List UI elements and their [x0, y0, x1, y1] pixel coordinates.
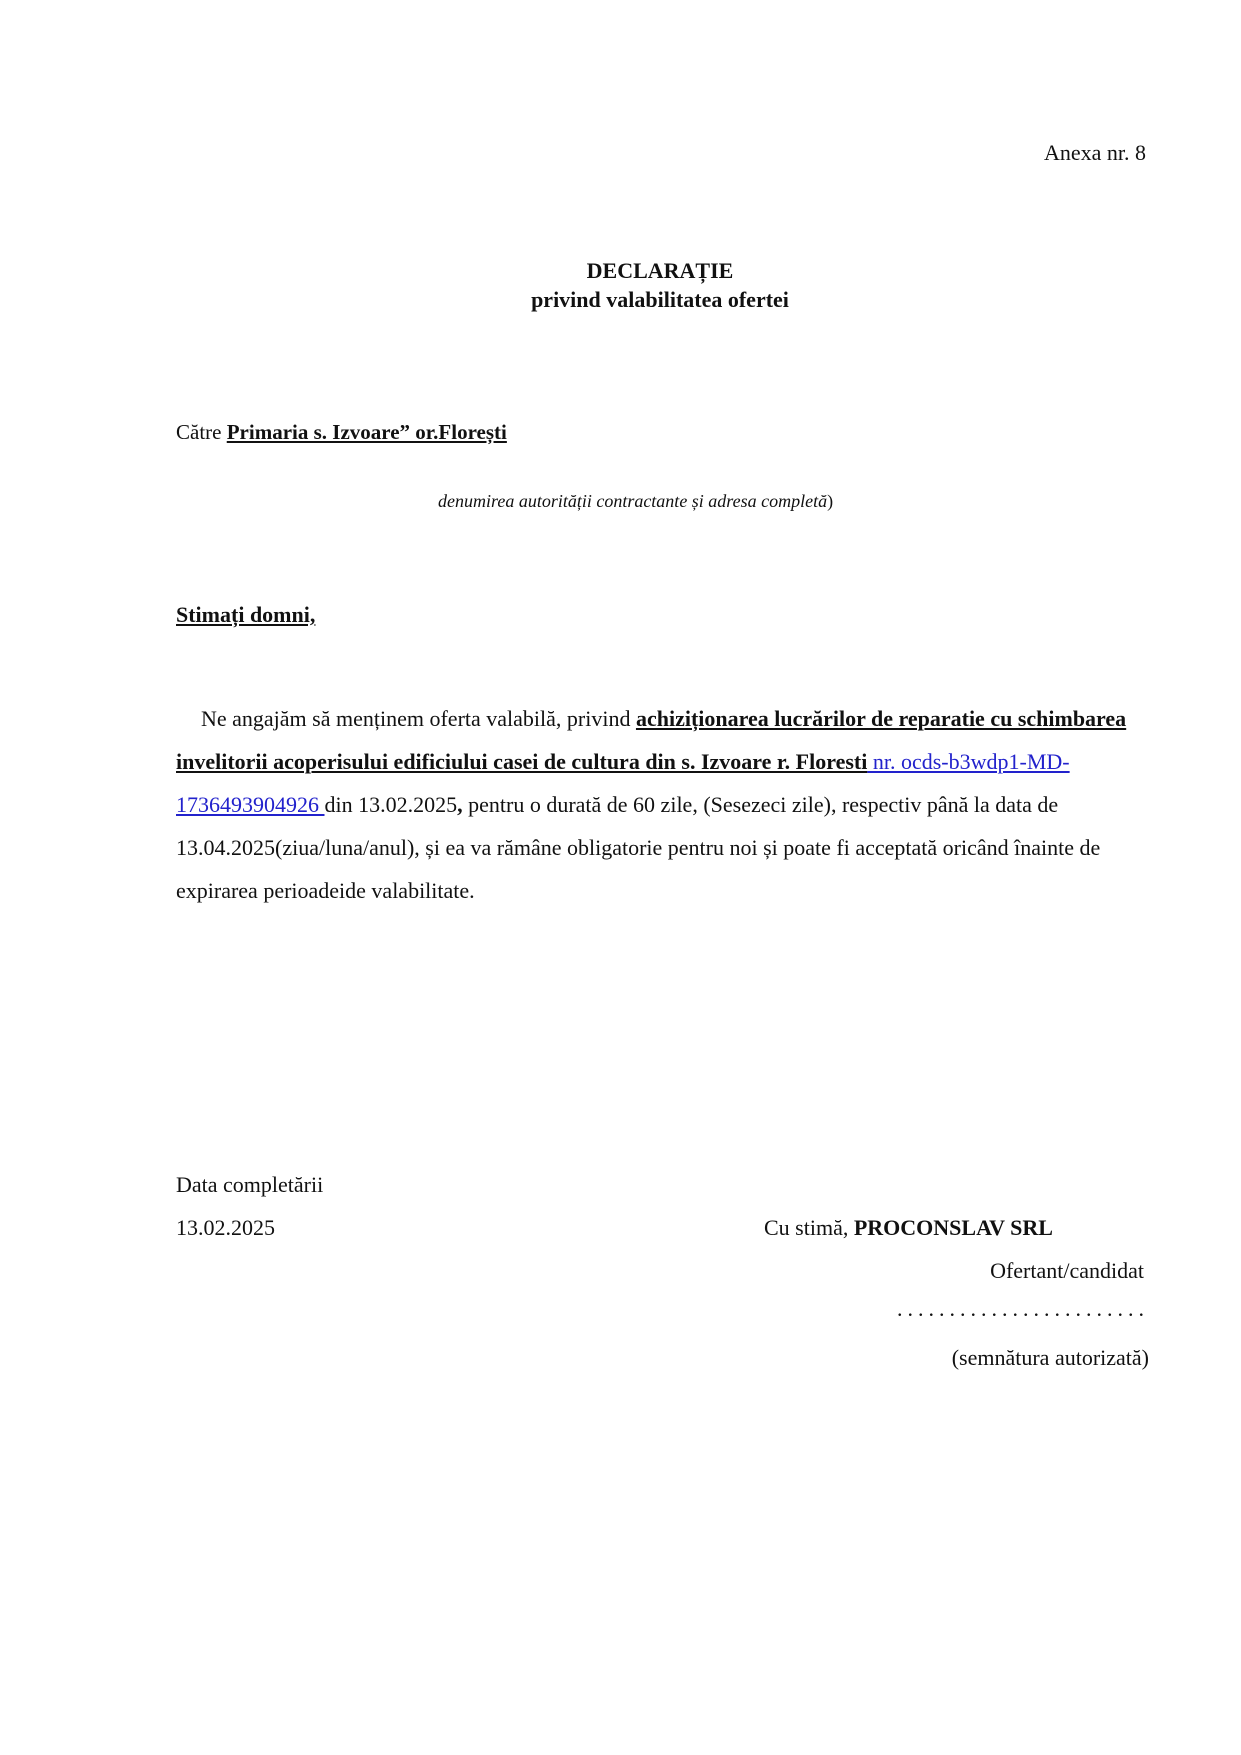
paragraph-duration: pentru o durată de 60 zile, (Sesezeci zile), respectiv până la data de 13.04.2025(ziua/luna/anul), și ea va rămâne obligatorie pentru noi și poate fi acceptată oricând înainte de expirarea perioadeide valabilitate. — [176, 792, 1101, 903]
procurement-id-link[interactable]: nr. ocds-b3wdp1-MD-1736493904926 — [176, 749, 1070, 817]
to-prefix: Către — [176, 420, 222, 444]
document-title: DECLARAȚIE — [586, 258, 734, 283]
completion-date-label: Data completării — [176, 1172, 324, 1197]
recipient-hint-close: ) — [827, 491, 834, 511]
closing-prefix: Cu stimă, — [764, 1215, 854, 1240]
company-name: PROCONSLAV SRL — [853, 1215, 1053, 1240]
paragraph-comma: , — [457, 792, 463, 817]
closing-line — [764, 1215, 1053, 1241]
procurement-subject: achiziționarea lucrărilor de reparatie cu schimbarea invelitorii acoperisului edificiului casei de cultura din s. Izvoare r. Floresti — [176, 706, 1127, 774]
paragraph-date: din 13.02.2025 — [324, 792, 458, 817]
paragraph-intro: Ne angajăm să menținem oferta valabilă, privind — [201, 706, 636, 731]
bidder-role: Ofertant/candidat — [990, 1258, 1144, 1283]
salutation: Stimați domni, — [176, 602, 316, 627]
completion-date-value: 13.02.2025 — [176, 1215, 275, 1240]
title-block — [0, 256, 1241, 314]
recipient-line — [176, 420, 507, 445]
signature-dots: ........................ — [897, 1296, 1149, 1321]
signature-label: (semnătura autorizată) — [951, 1345, 1149, 1370]
document-subtitle: privind valabilitatea ofertei — [531, 287, 789, 312]
declaration-paragraph — [176, 697, 1136, 912]
annex-number: Anexa nr. 8 — [1043, 140, 1146, 165]
recipient-hint-text: denumirea autorității contractante și adresa completă — [438, 491, 828, 511]
recipient-hint — [438, 491, 833, 512]
recipient-name: Primaria s. Izvoare” or.Florești — [226, 420, 507, 444]
